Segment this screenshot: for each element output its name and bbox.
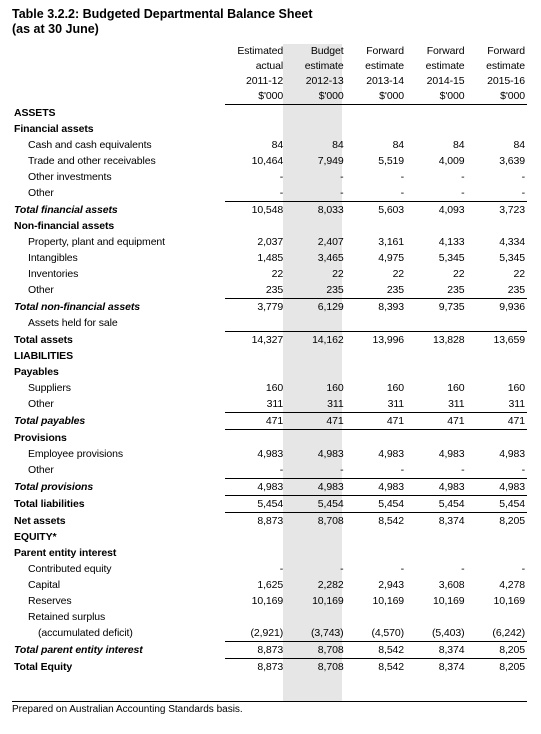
row-value: 5,603 xyxy=(346,202,406,219)
row-value: 84 xyxy=(332,139,344,151)
row-value xyxy=(467,529,527,545)
table-row xyxy=(12,202,527,219)
row-value xyxy=(406,430,466,447)
table-row xyxy=(12,642,527,659)
row-label: Capital xyxy=(28,579,60,591)
row-value: 22 xyxy=(453,268,465,280)
row-value xyxy=(467,545,527,561)
row-value: (5,403) xyxy=(431,627,465,639)
col-header-unit: $'000 xyxy=(406,89,466,105)
row-value: 311 xyxy=(327,398,344,410)
table-row xyxy=(12,299,527,316)
table-row xyxy=(12,348,527,364)
row-value: 2,282 xyxy=(317,579,344,591)
row-label: Total assets xyxy=(14,333,73,346)
col-header: Forward xyxy=(487,45,525,57)
row-label: Total provisions xyxy=(14,481,94,493)
row-label: Contributed equity xyxy=(28,563,112,575)
row-value: 3,639 xyxy=(499,155,525,167)
row-value: 235 xyxy=(265,284,284,296)
table-row xyxy=(12,169,527,185)
row-value xyxy=(285,121,345,137)
table-row xyxy=(12,315,527,332)
row-value: 10,464 xyxy=(251,155,284,167)
table-row xyxy=(12,659,527,676)
table-row xyxy=(12,496,527,513)
row-label: Reserves xyxy=(28,595,72,607)
row-value: (4,570) xyxy=(371,627,405,639)
row-value: 160 xyxy=(265,382,284,394)
row-value: 235 xyxy=(326,284,344,296)
row-value: 13,996 xyxy=(346,332,406,349)
col-header: Estimated xyxy=(237,45,284,57)
row-value xyxy=(346,218,406,234)
row-label: (accumulated deficit) xyxy=(38,627,133,640)
row-value xyxy=(467,315,527,332)
table-row xyxy=(12,282,527,299)
row-value: - xyxy=(461,187,465,199)
row-value: 8,873 xyxy=(225,642,285,659)
row-value: 4,983 xyxy=(257,448,284,460)
header-row-4 xyxy=(12,89,527,105)
row-value xyxy=(406,609,466,625)
row-label: Suppliers xyxy=(28,382,71,394)
table-row xyxy=(12,625,527,642)
row-value: 9,936 xyxy=(467,299,527,316)
row-value xyxy=(285,105,345,122)
row-value xyxy=(346,364,406,380)
row-value xyxy=(285,364,345,380)
row-value xyxy=(285,218,345,234)
table-row xyxy=(12,185,527,202)
row-value xyxy=(467,348,527,364)
row-value: 8,374 xyxy=(406,659,466,676)
row-value: - xyxy=(340,464,344,476)
row-value xyxy=(467,105,527,122)
row-value: 4,983 xyxy=(346,479,406,496)
header-blank xyxy=(12,44,225,59)
row-value: 5,454 xyxy=(346,496,406,513)
row-label: EQUITY* xyxy=(14,531,57,543)
row-value: 5,454 xyxy=(285,496,345,513)
row-value: 5,345 xyxy=(499,252,525,264)
row-value: - xyxy=(340,563,344,575)
row-value: (6,242) xyxy=(492,627,525,639)
row-value: 311 xyxy=(266,398,284,410)
col-header: estimate xyxy=(304,60,344,72)
row-value: - xyxy=(279,171,284,183)
table-row xyxy=(12,105,527,122)
row-value: - xyxy=(521,563,525,575)
row-value: 1,625 xyxy=(257,579,284,591)
table-row xyxy=(12,380,527,396)
table-row xyxy=(12,462,527,479)
row-label: Intangibles xyxy=(28,252,78,264)
table-row xyxy=(12,513,527,530)
row-value: - xyxy=(461,563,465,575)
table-row xyxy=(12,218,527,234)
table-row xyxy=(12,332,527,349)
row-label: Parent entity interest xyxy=(14,547,117,559)
row-value: - xyxy=(461,171,465,183)
row-label: Inventories xyxy=(28,268,79,280)
row-value: 4,983 xyxy=(225,479,285,496)
row-value: 311 xyxy=(508,398,525,410)
row-value xyxy=(346,121,406,137)
header-row-3 xyxy=(12,74,527,89)
row-value: - xyxy=(521,464,525,476)
row-value: 4,334 xyxy=(499,236,525,248)
row-value: 4,983 xyxy=(378,448,405,460)
row-value: 3,465 xyxy=(317,252,344,264)
col-header: Forward xyxy=(366,45,405,57)
row-value: 160 xyxy=(386,382,405,394)
col-header-year: 2015-16 xyxy=(487,75,525,87)
row-value: 5,345 xyxy=(438,252,465,264)
row-value: - xyxy=(521,187,525,199)
row-label: Assets held for sale xyxy=(28,317,118,330)
col-header-unit: $'000 xyxy=(467,89,527,105)
row-label: Financial assets xyxy=(14,123,94,135)
row-value: 3,723 xyxy=(467,202,527,219)
col-header: estimate xyxy=(425,60,465,72)
table-row xyxy=(12,545,527,561)
col-header-year: 2014-15 xyxy=(426,75,465,87)
row-label: Cash and cash equivalents xyxy=(28,139,152,151)
row-label: Total liabilities xyxy=(14,498,85,510)
table-title-line-1: Table 3.2.2: Budgeted Departmental Balance Sheet xyxy=(12,7,313,21)
row-value xyxy=(225,430,285,447)
row-value: - xyxy=(279,464,284,476)
row-value: 4,983 xyxy=(467,479,527,496)
row-value: 3,608 xyxy=(438,579,465,591)
table-row xyxy=(12,250,527,266)
row-value: (2,921) xyxy=(250,627,284,639)
row-value xyxy=(346,609,406,625)
row-value: 8,542 xyxy=(378,515,405,527)
row-label: Non-financial assets xyxy=(14,220,115,232)
row-value: 4,009 xyxy=(438,155,465,167)
col-header-unit: $'000 xyxy=(225,89,285,105)
row-value: 160 xyxy=(326,382,344,394)
row-value: 13,659 xyxy=(467,332,527,349)
row-value: 4,983 xyxy=(499,448,525,460)
col-header-unit: $'000 xyxy=(346,89,406,105)
row-value: 5,454 xyxy=(225,496,285,513)
table-row xyxy=(12,364,527,380)
row-value: - xyxy=(340,187,344,199)
row-value: 235 xyxy=(447,284,465,296)
row-value xyxy=(225,121,285,137)
row-value: 4,278 xyxy=(499,579,525,591)
table-row xyxy=(12,446,527,462)
row-value: 4,983 xyxy=(406,479,466,496)
row-value xyxy=(346,529,406,545)
row-value: 2,943 xyxy=(378,579,405,591)
col-header: Budget xyxy=(310,45,344,57)
row-value: 8,205 xyxy=(467,659,527,676)
row-value: 8,542 xyxy=(346,642,406,659)
table-row xyxy=(12,266,527,282)
row-label: Provisions xyxy=(14,431,67,444)
row-value: 4,975 xyxy=(378,252,405,264)
row-value: 471 xyxy=(346,413,406,430)
row-value: 8,033 xyxy=(285,202,345,219)
row-value xyxy=(346,545,406,561)
row-value xyxy=(285,529,345,545)
row-value: 22 xyxy=(513,268,525,280)
row-label: Total financial assets xyxy=(14,203,118,216)
header-blank xyxy=(12,59,225,74)
row-value: 311 xyxy=(387,398,405,410)
header-blank xyxy=(12,89,225,105)
footnote: Prepared on Australian Accounting Standards basis. xyxy=(12,704,243,715)
row-label: Employee provisions xyxy=(28,448,123,460)
row-value: 2,407 xyxy=(317,236,344,248)
row-value: 22 xyxy=(332,268,344,280)
table-row xyxy=(12,561,527,577)
row-label: Trade and other receivables xyxy=(28,155,156,167)
row-value xyxy=(225,609,285,625)
row-value: 8,374 xyxy=(406,642,466,659)
row-value: 8,708 xyxy=(285,659,345,676)
table-row xyxy=(12,479,527,496)
row-value: 160 xyxy=(507,382,525,394)
table-title-line-2: (as at 30 June) xyxy=(12,22,99,36)
row-value: 84 xyxy=(453,139,465,151)
row-value: 8,873 xyxy=(225,659,285,676)
row-value: 3,779 xyxy=(225,299,285,316)
row-value: - xyxy=(400,464,405,476)
row-value xyxy=(285,609,345,625)
row-value xyxy=(225,348,285,364)
row-value: 235 xyxy=(507,284,525,296)
row-value: 8,708 xyxy=(317,515,344,527)
table-row xyxy=(12,430,527,447)
row-label: Other xyxy=(28,464,54,477)
row-value: 8,205 xyxy=(467,642,527,659)
row-value: 84 xyxy=(271,139,284,151)
row-value xyxy=(346,105,406,122)
row-value xyxy=(406,218,466,234)
row-value: 84 xyxy=(513,139,525,151)
row-value: 4,983 xyxy=(438,448,465,460)
row-value xyxy=(467,430,527,447)
row-value: 84 xyxy=(392,139,405,151)
row-label: Total non-financial assets xyxy=(14,300,140,313)
row-value: 8,393 xyxy=(346,299,406,316)
row-label: Other xyxy=(28,187,54,200)
row-value: 10,169 xyxy=(251,595,284,607)
row-value: 471 xyxy=(225,413,285,430)
table-body xyxy=(12,105,527,676)
row-value xyxy=(467,364,527,380)
col-header-year: 2011-12 xyxy=(246,75,284,87)
row-label: Retained surplus xyxy=(28,611,106,623)
col-header-year: 2013-14 xyxy=(366,75,405,87)
table-row xyxy=(12,137,527,153)
row-value: 4,983 xyxy=(317,448,344,460)
row-value: 14,162 xyxy=(285,332,345,349)
table-row xyxy=(12,609,527,625)
table-bottom-rule xyxy=(12,701,527,702)
row-value xyxy=(406,545,466,561)
row-value: 311 xyxy=(448,398,465,410)
row-value: 6,129 xyxy=(285,299,345,316)
row-value: 5,454 xyxy=(406,496,466,513)
row-value: 235 xyxy=(386,284,405,296)
row-label: Total payables xyxy=(14,415,86,427)
row-value: - xyxy=(279,187,284,199)
row-value: - xyxy=(400,187,405,199)
row-value: 8,708 xyxy=(285,642,345,659)
row-value: 10,169 xyxy=(372,595,405,607)
row-value: 160 xyxy=(447,382,465,394)
row-label: Payables xyxy=(14,366,59,378)
row-value xyxy=(467,218,527,234)
table-row xyxy=(12,593,527,609)
row-value: 4,093 xyxy=(406,202,466,219)
row-value xyxy=(225,529,285,545)
row-value xyxy=(285,545,345,561)
row-value: 7,949 xyxy=(317,155,344,167)
table-row xyxy=(12,396,527,413)
row-value: 471 xyxy=(406,413,466,430)
row-value: 13,828 xyxy=(406,332,466,349)
row-value: 2,037 xyxy=(257,236,284,248)
row-value: 9,735 xyxy=(406,299,466,316)
col-header: estimate xyxy=(365,60,405,72)
row-value: 471 xyxy=(467,413,527,430)
row-label: Other xyxy=(28,284,54,297)
balance-sheet-table xyxy=(12,44,527,675)
row-value xyxy=(406,105,466,122)
row-label: Other xyxy=(28,398,54,411)
row-value xyxy=(406,364,466,380)
row-value xyxy=(406,348,466,364)
row-value: - xyxy=(461,464,465,476)
row-label: Total Equity xyxy=(14,660,73,673)
row-value xyxy=(346,430,406,447)
header-row-1 xyxy=(12,44,527,59)
table-row xyxy=(12,413,527,430)
row-label: Property, plant and equipment xyxy=(28,236,165,248)
row-value xyxy=(225,545,285,561)
row-value: 14,327 xyxy=(225,332,285,349)
table-row xyxy=(12,153,527,169)
table-row xyxy=(12,121,527,137)
row-value xyxy=(225,218,285,234)
row-value: 5,454 xyxy=(467,496,527,513)
row-value: 8,205 xyxy=(499,515,525,527)
row-value: - xyxy=(400,171,405,183)
row-value xyxy=(467,609,527,625)
header-blank xyxy=(12,74,225,89)
row-value: 22 xyxy=(392,268,405,280)
row-value: (3,743) xyxy=(311,627,344,639)
row-value: - xyxy=(400,563,405,575)
row-label: LIABILITIES xyxy=(14,350,73,362)
col-header-year: 2012-13 xyxy=(305,75,344,87)
row-value: 8,873 xyxy=(257,515,284,527)
row-value xyxy=(285,348,345,364)
row-value xyxy=(225,105,285,122)
table-row xyxy=(12,234,527,250)
row-value: 471 xyxy=(285,413,345,430)
row-value: 10,169 xyxy=(493,595,525,607)
row-value xyxy=(406,121,466,137)
row-label: Net assets xyxy=(14,514,66,527)
row-value xyxy=(346,315,406,332)
row-value: 22 xyxy=(271,268,284,280)
row-value xyxy=(225,364,285,380)
col-header: actual xyxy=(255,60,284,72)
row-value: 10,548 xyxy=(225,202,285,219)
header-row-2 xyxy=(12,59,527,74)
row-value: - xyxy=(279,563,284,575)
row-value: 10,169 xyxy=(433,595,465,607)
row-value xyxy=(467,121,527,137)
row-value: 4,133 xyxy=(438,236,465,248)
row-value: 1,485 xyxy=(257,252,284,264)
row-value xyxy=(225,315,285,332)
row-value: 10,169 xyxy=(312,595,344,607)
col-header: Forward xyxy=(426,45,465,57)
row-value: 8,374 xyxy=(438,515,465,527)
balance-sheet-table-wrap xyxy=(12,44,527,675)
row-label: Other investments xyxy=(28,171,112,183)
table-row xyxy=(12,577,527,593)
table-title xyxy=(12,7,532,37)
row-value xyxy=(406,529,466,545)
row-value xyxy=(406,315,466,332)
col-header: estimate xyxy=(486,60,525,72)
row-value: - xyxy=(521,171,525,183)
row-value: 8,542 xyxy=(346,659,406,676)
row-value: 5,519 xyxy=(378,155,405,167)
table-row xyxy=(12,529,527,545)
row-value xyxy=(285,430,345,447)
row-value: - xyxy=(340,171,344,183)
row-value: 3,161 xyxy=(378,236,405,248)
row-value xyxy=(346,348,406,364)
row-label: Total parent entity interest xyxy=(14,644,143,656)
col-header-unit: $'000 xyxy=(285,89,345,105)
row-value: 4,983 xyxy=(285,479,345,496)
row-value xyxy=(285,315,345,332)
row-label: ASSETS xyxy=(14,106,56,119)
